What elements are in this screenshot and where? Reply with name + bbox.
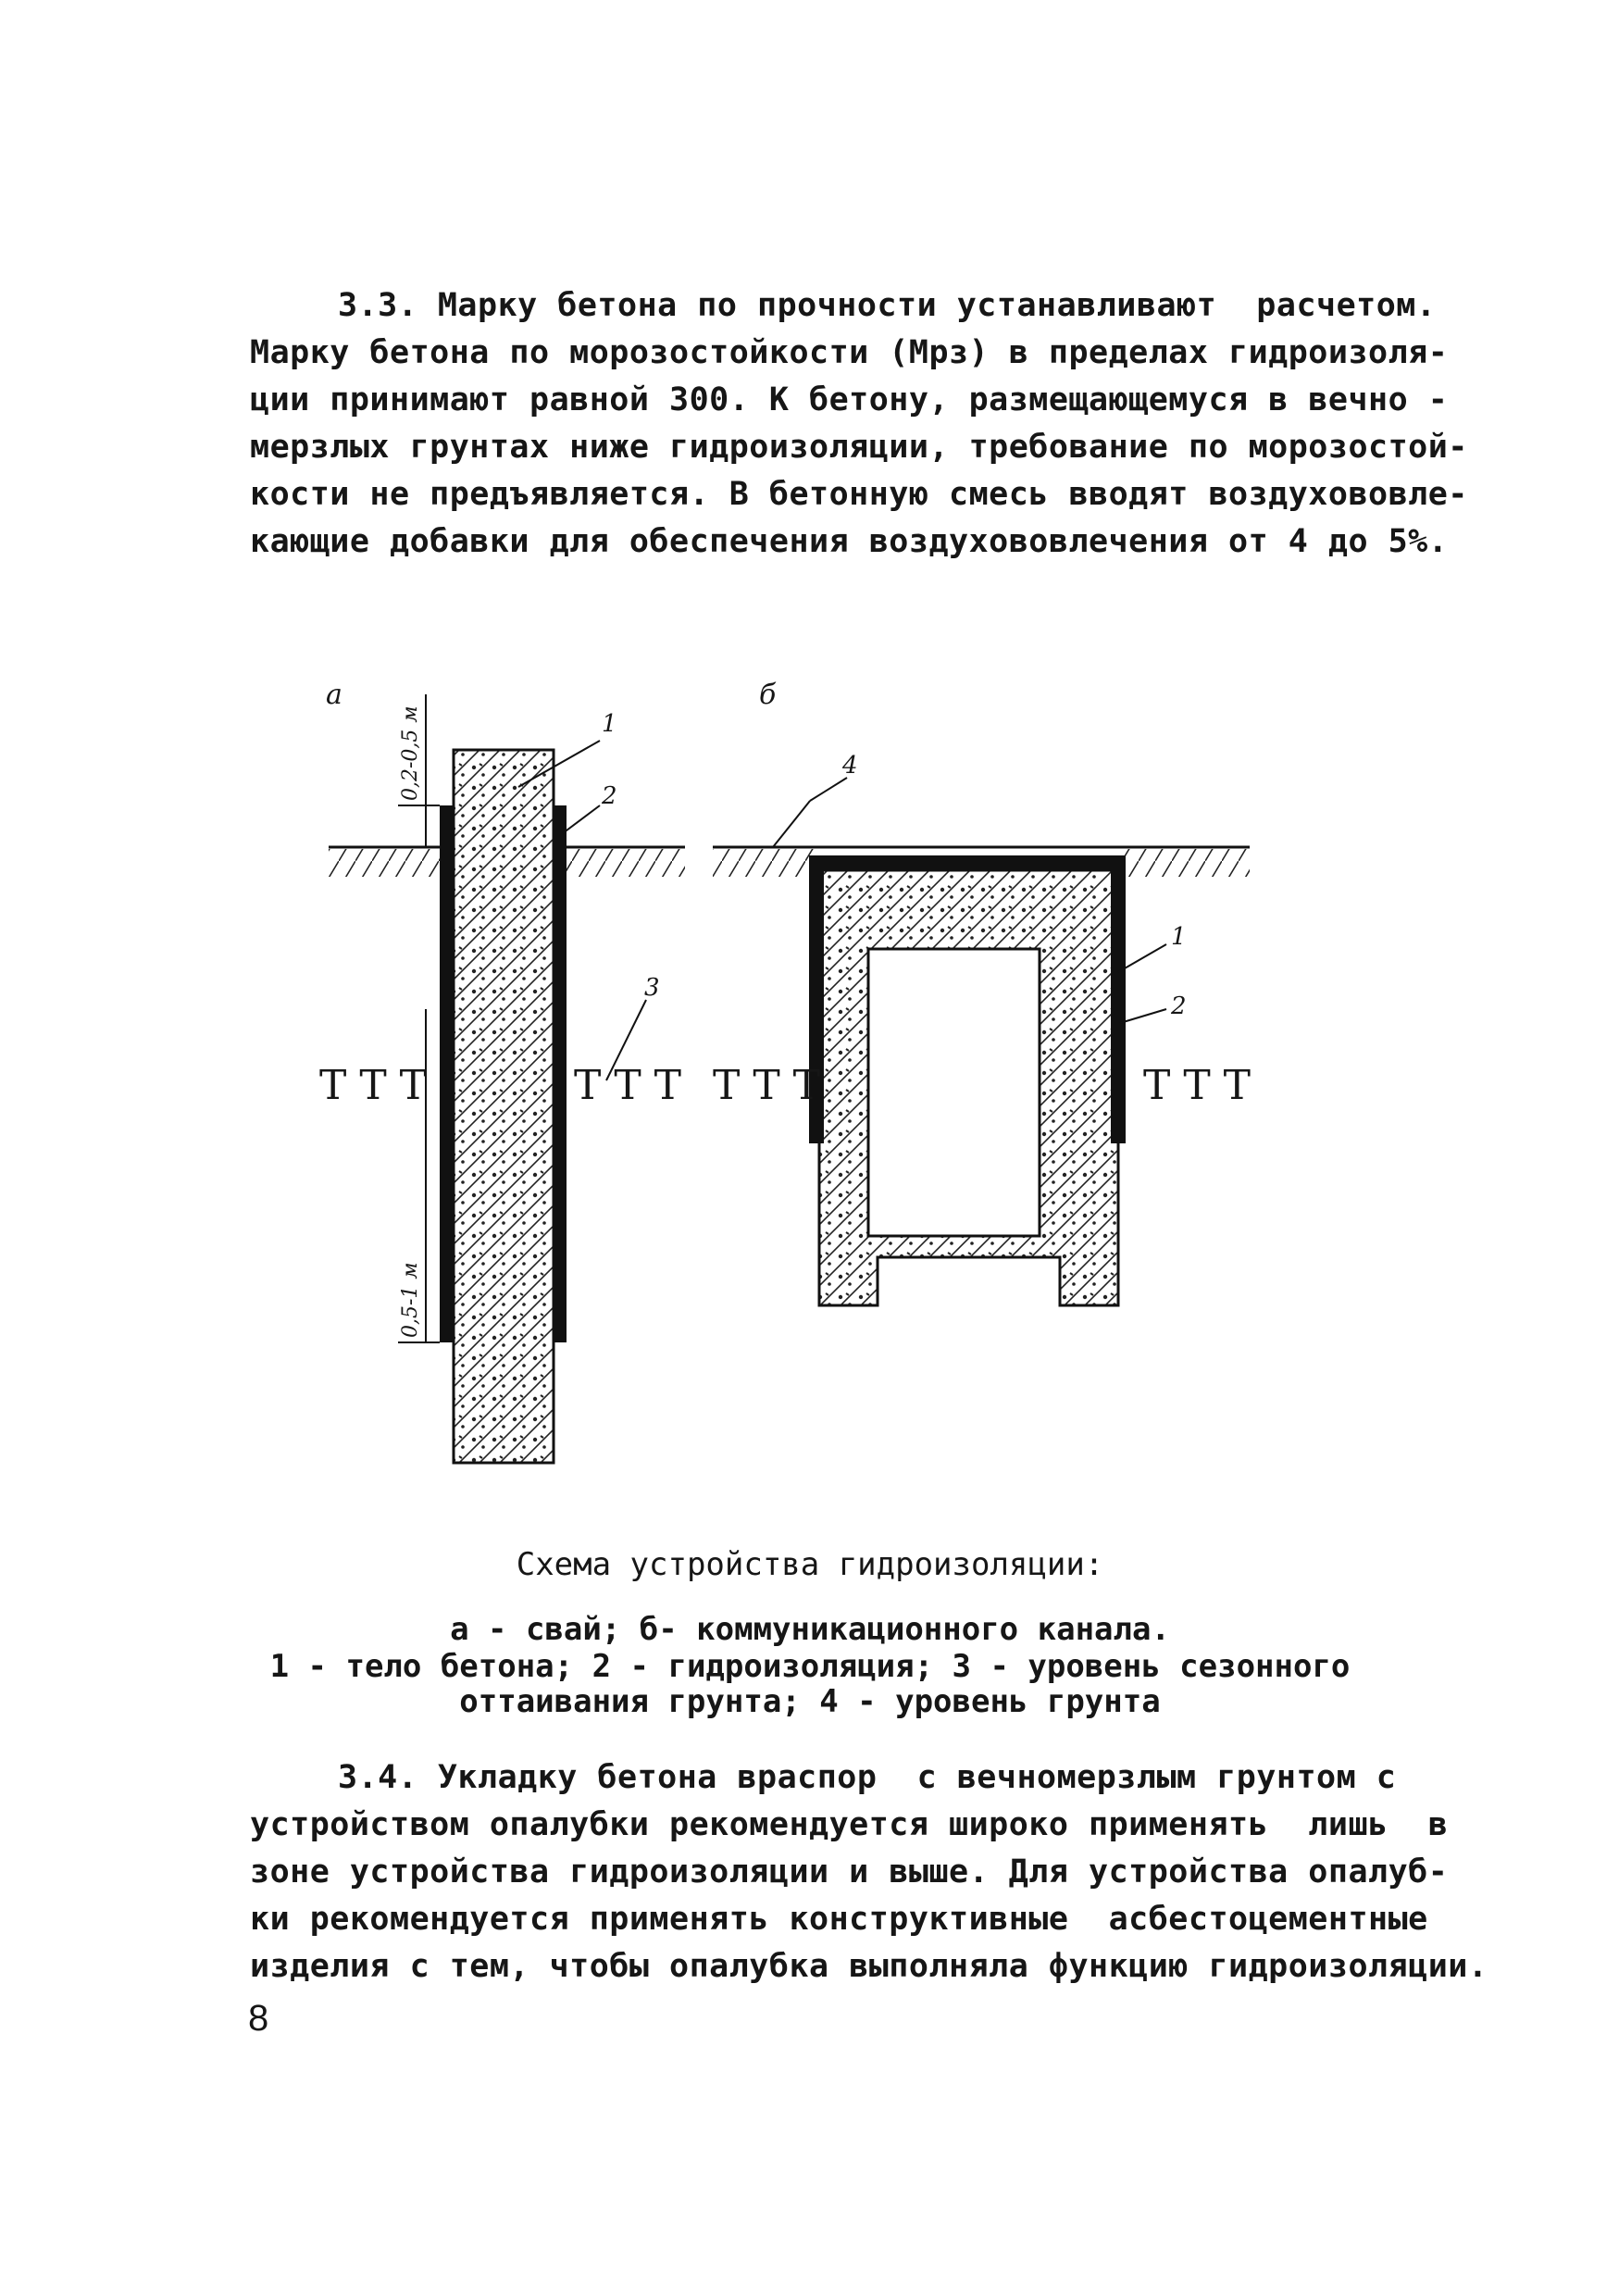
panel-a-label: а (326, 679, 342, 711)
soil-hatch (1120, 849, 1250, 877)
callout-3: 3 (644, 974, 660, 1002)
soil-hatch (329, 849, 440, 877)
waterproofing-strip (440, 805, 453, 1342)
paragraph-3-4 (250, 1754, 1488, 1990)
soil-hatch (563, 849, 685, 877)
paragraph-line: устройством опалубки рекомендуется широко применять лишь в (250, 1806, 1449, 1843)
figure-caption-line: 1 - тело бетона; 2 - гидроизоляция; 3 - уровень сезонного (269, 1648, 1351, 1685)
callout-leader (563, 805, 600, 833)
callout-leader (773, 801, 810, 847)
paragraph-line: изделия с тем, чтобы опалубка выполняла функцию гидроизоляции. (250, 1948, 1488, 1985)
dimension-top-label: 0,2-0,5 м (399, 705, 422, 801)
soil-hatch (713, 849, 815, 877)
callout-1: 1 (602, 710, 617, 738)
waterproofing-scheme-figure (305, 639, 1314, 1481)
paragraph-line: 3.3. Марку бетона по прочности устанавливают расчетом. (338, 287, 1437, 324)
paragraph-line: зоне устройства гидроизоляции и выше. Для устройства опалуб- (250, 1853, 1449, 1890)
dimension-bottom-label: 0,5-1 м (399, 1262, 422, 1338)
panel-b-label: б (759, 679, 777, 711)
paragraph-3-3 (250, 282, 1468, 566)
figure-caption-line: оттаивания грунта; 4 - уровень грунта (459, 1683, 1161, 1720)
thaw-level-marks: Т Т Т (574, 1062, 682, 1109)
panel-a-pile (319, 679, 685, 1463)
callout-4: 4 (842, 752, 858, 780)
callout-leader (810, 778, 847, 801)
callout-2: 2 (1171, 992, 1187, 1020)
figure-caption-line: а - свай; б- коммуникационного канала. (450, 1611, 1170, 1648)
paragraph-line: ции принимают равной 300. К бетону, размещающемуся в вечно - (250, 381, 1449, 418)
thaw-level-marks: Т Т Т (713, 1062, 821, 1109)
callout-2: 2 (602, 782, 617, 810)
pile-concrete-body (454, 750, 554, 1463)
paragraph-line: мерзлых грунтах ниже гидроизоляции, требование по морозостой- (250, 429, 1468, 466)
paragraph-line: ки рекомендуется применять конструктивные асбестоцементные (250, 1901, 1428, 1938)
paragraph-line: кающие добавки для обеспечения воздухововлечения от 4 до 5%. (250, 523, 1449, 560)
paragraph-line: кости не предъявляется. В бетонную смесь вводят воздухововле- (250, 476, 1468, 513)
panel-b-channel (713, 679, 1251, 1305)
channel-concrete-body (819, 870, 1118, 1305)
figure-caption-title: Схема устройства гидроизоляции: (516, 1546, 1104, 1583)
callout-leader (1120, 1009, 1166, 1023)
thaw-level-marks: Т Т Т (319, 1062, 428, 1109)
callout-1: 1 (1171, 923, 1187, 951)
paragraph-line: Марку бетона по морозостойкости (Мрз) в пределах гидроизоля- (250, 334, 1449, 371)
waterproofing-strip (554, 805, 567, 1342)
thaw-level-marks: Т Т Т (1143, 1062, 1252, 1109)
paragraph-line: 3.4. Укладку бетона враспор с вечномерзлым грунтом с (338, 1759, 1397, 1796)
page-number: 8 (248, 1998, 269, 2039)
